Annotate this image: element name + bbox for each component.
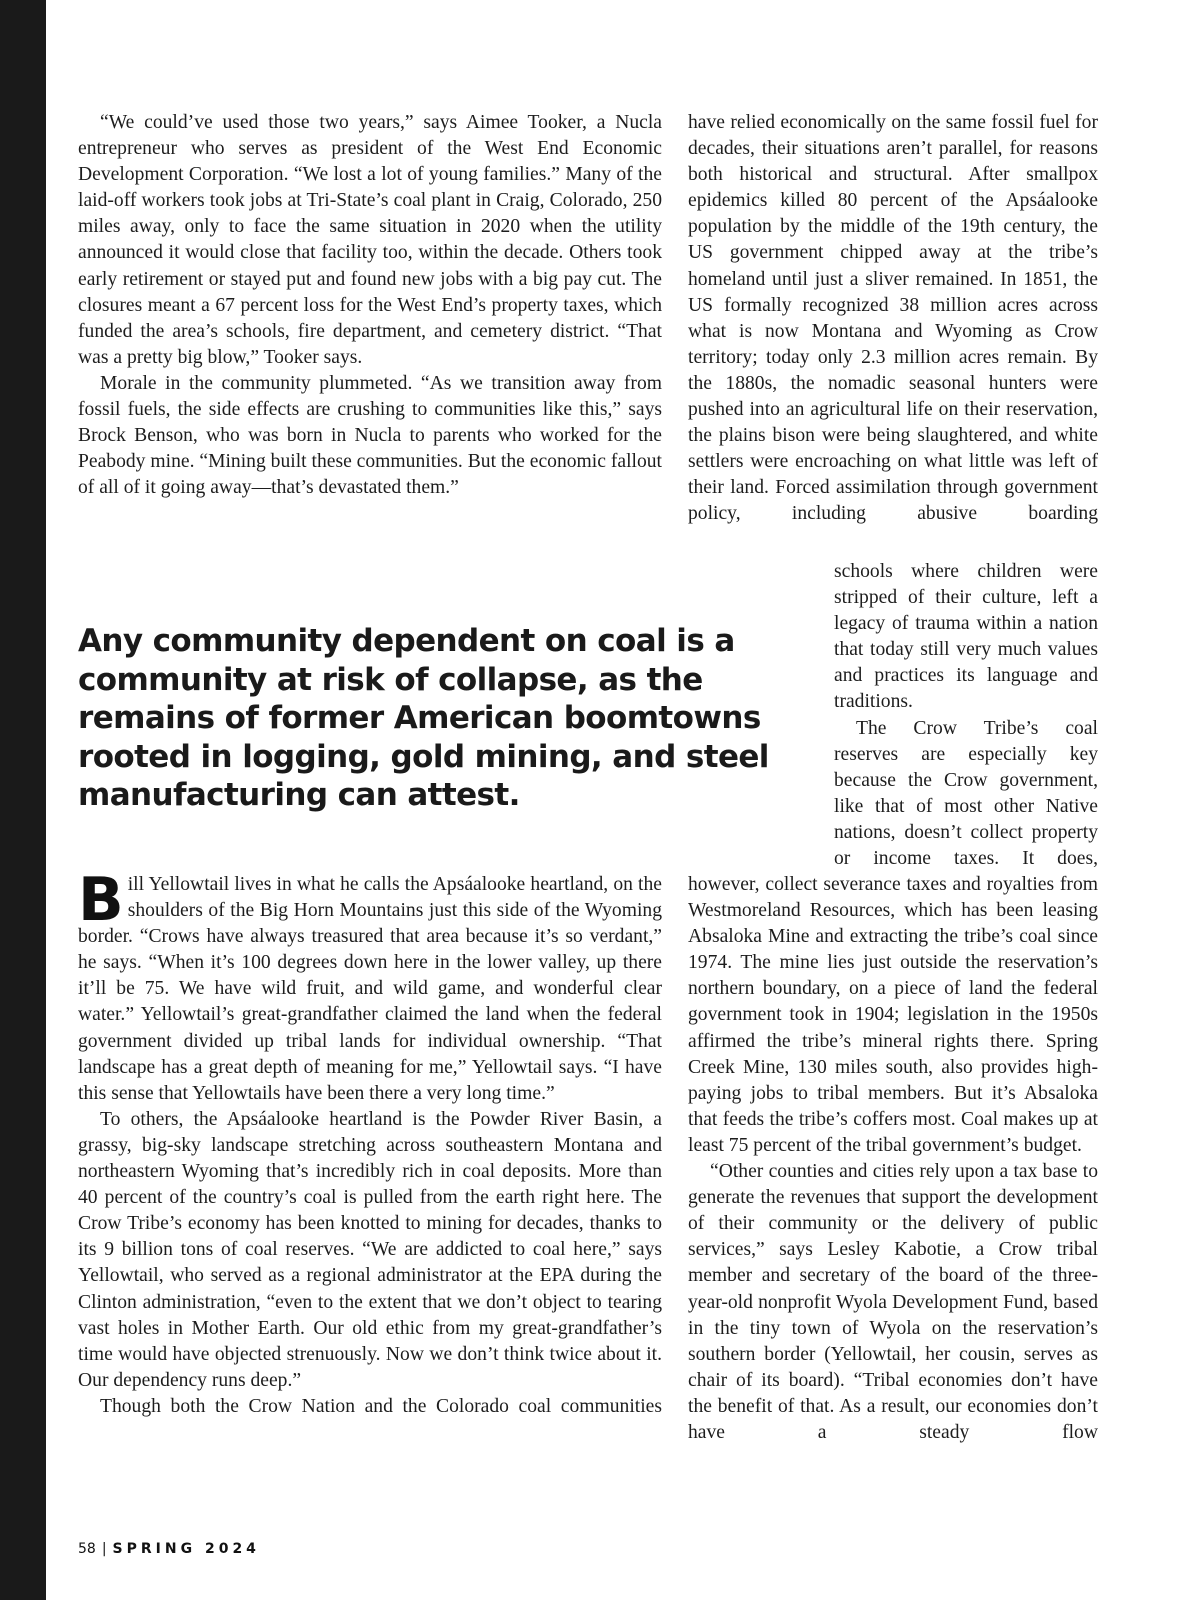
pull-quote: Any community dependent on coal is a community at risk of collapse, as the remains of former American boomtowns rooted in logging, gold mining, and steel manufacturing can attest. [78,623,769,813]
column-right-bottom [688,872,1098,1446]
column-left-top [78,110,662,501]
page-spine-bar [0,0,46,1600]
folio-separator: | [101,1541,107,1557]
paragraph: To others, the Apsáalooke heartland is the Powder River Basin, a grassy, big-sky landscape stretching across southeastern Montana and northeastern Wyoming that’s incredibly rich in coal deposits. More than 40 percent of the country’s coal is pulled from the earth right here. The Crow Tribe’s economy has been knotted to mining for decades, thanks to its 9 billion tons of coal reserves. “We are addicted to coal here,” says Yellowtail, who served as a regional administrator at the EPA during the Clinton administration, “even to the extent that we don’t object to tearing vast holes in Mother Earth. Our old ethic from my great-grandfather’s time would have objected strenuously. Now we don’t think twice about it. Our dependency runs deep.” [78,1108,662,1391]
drop-cap: B [78,865,124,935]
paragraph-text: ill Yellowtail lives in what he calls the Apsáalooke heartland, on the shoulders of the Big Horn Mountains just this side of the Wyoming border. “Crows have always treasured that area because it’s so verdant,” he says. “When it’s 100 degrees down here in the lower valley, up there it’ll be 75. We have wild fruit, and wild game, and wonderful clear water.” Yellowtail’s great-grandfather claimed the land when the federal government divided up tribal lands for individual ownership. “That landscape has a great depth of meaning for me,” Yellowtail says. “I have this sense that Yellowtails have been there a very long time.” [78,874,662,1104]
issue-label: SPRING 2024 [112,1541,260,1557]
paragraph: however, collect severance taxes and royalties from Westmoreland Resources, which has been leasing Absaloka Mine and extracting the tribe’s coal since 1974. The mine lies just outside the reservation’s northern boundary, on a piece of land the federal government took in 1904; legislation in the 1950s affirmed the tribe’s mineral rights there. Spring Creek Mine, 130 miles south, also provides high-paying jobs to tribal members. But it’s Absaloka that feeds the tribe’s coffers most. Coal makes up at least 75 percent of the tribal government’s budget. [688,874,1098,1156]
paragraph: “Other counties and cities rely upon a tax base to generate the revenues that support the development of their community or the delivery of public services,” says Lesley Kabotie, a Crow tribal member and secretary of the board of the three-year-old nonprofit Wyola Development Fund, based in the tiny town of Wyola on the reservation’s southern border (Yellowtail, her cousin, serves as chair of its board). “Tribal economies don’t have the benefit of that. As a result, our economies don’t have a steady flow [688,1161,1098,1443]
paragraph: The Crow Tribe’s coal reserves are especially key because the Crow government, like that of most other Native nations, doesn’t collect property or income taxes. It does, [834,717,1098,870]
paragraph: Morale in the community plummeted. “As we transition away from fossil fuels, the side effects are crushing to communities like this,” says Brock Benson, who was born in Nucla to parents who worked for the Peabody mine. “Mining built these communities. But the economic fallout of all of it going away—that’s devastated them.” [78,372,662,499]
paragraph: “We could’ve used those two years,” says Aimee Tooker, a Nucla entrepreneur who serves as president of the West End Economic Development Corporation. “We lost a lot of young families.” Many of the laid-off workers took jobs at Tri-State’s coal plant in Craig, Colorado, 250 miles away, only to face the same situation in 2020 when the utility announced it would close that facility too, within the decade. Others took early retirement or stayed put and found new jobs with a big pay cut. The closures meant a 67 percent loss for the West End’s property taxes, which funded the area’s schools, fire department, and cemetery district. “That was a pretty big blow,” Tooker says. [78,112,662,368]
column-right-top [688,110,1098,528]
paragraph-with-dropcap [78,865,662,1107]
column-right-narrow [834,559,1098,872]
page-number: 58 [78,1541,96,1557]
paragraph: schools where children were stripped of their culture, left a legacy of trauma within a nation that today still very much values and practices its language and traditions. [834,561,1098,713]
column-left-bottom [78,865,662,1420]
page-folio [78,1541,260,1557]
paragraph: Though both the Crow Nation and the Colorado coal communities [100,1395,662,1417]
paragraph: have relied economically on the same fossil fuel for decades, their situations aren’t parallel, for reasons both historical and structural. After smallpox epidemics killed 80 percent of the Apsáalooke population by the middle of the 19th century, the US government chipped away at the tribe’s homeland until just a sliver remained. In 1851, the US formally recognized 38 million acres across what is now Montana and Wyoming as Crow territory; today only 2.3 million acres remain. By the 1880s, the nomadic seasonal hunters were pushed into an agricultural life on their reservation, the plains bison were being slaughtered, and white settlers were encroaching on what little was left of their land. Forced assimilation through government policy, including abusive boarding [688,112,1098,525]
